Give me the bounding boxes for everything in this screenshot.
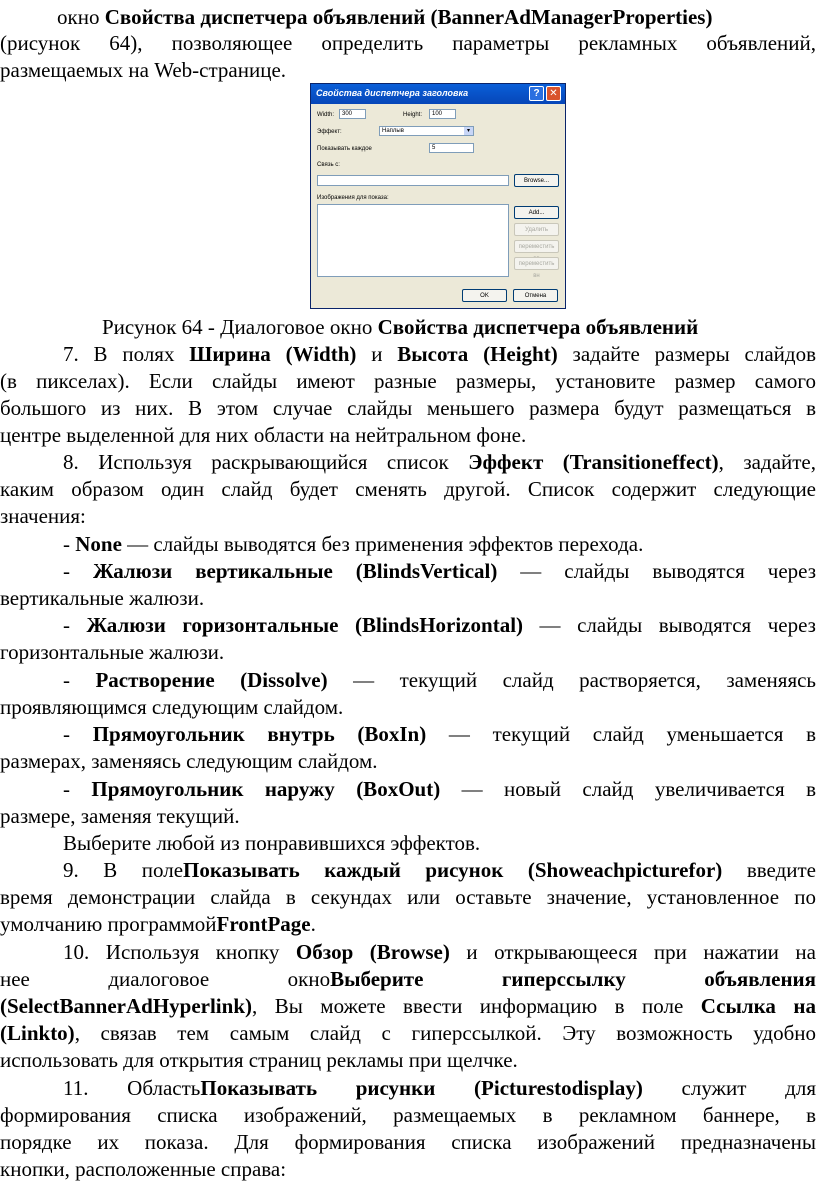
text-line: большого из них. В этом случае слайды меньшего размера будут размещаться в bbox=[0, 396, 816, 420]
height-field[interactable]: 100 bbox=[429, 109, 456, 119]
add-button[interactable]: Add... bbox=[514, 206, 559, 219]
text-line: (SelectBannerAdHyperlink), Вы можете ввести информацию в поле Ссылка на bbox=[0, 994, 816, 1018]
text-line: - Прямоугольник внутрь (BoxIn) — текущий слайд уменьшается в bbox=[63, 722, 816, 746]
dialog-titlebar bbox=[311, 84, 565, 104]
text-line: Выберите любой из понравившихся эффектов. bbox=[63, 831, 481, 855]
text-line: 9. В полеПоказывать каждый рисунок (Showeachpicturefor) введите bbox=[63, 858, 816, 882]
figure-caption: Рисунок 64 - Диалоговое окно Свойства диспетчера объявлений bbox=[102, 315, 699, 339]
text-line: порядке их показа. Для формирования списка изображений предназначены bbox=[0, 1130, 816, 1154]
text-line: (Linkto), связав тем самым слайд с гиперссылкой. Эту возможность удобно bbox=[0, 1021, 816, 1045]
text-line: время демонстрации слайда в секундах или оставьте значение, установленное по bbox=[0, 885, 816, 909]
pictures-label: Изображения для показа: bbox=[317, 195, 389, 201]
remove-button[interactable]: Удалить bbox=[514, 223, 559, 236]
text-line: - None — слайды выводятся без применения эффектов перехода. bbox=[63, 532, 644, 556]
close-button[interactable]: ✕ bbox=[546, 86, 561, 101]
width-label: Width: bbox=[317, 112, 335, 118]
text-line: кнопки, расположенные справа: bbox=[0, 1157, 287, 1181]
text-line: размещаемых на Web-странице. bbox=[0, 58, 287, 82]
text-line: значения: bbox=[0, 504, 86, 528]
move-down-button[interactable]: переместить вн bbox=[514, 257, 559, 270]
text-line: формирования списка изображений, размещаемых в рекламном баннере, в bbox=[0, 1103, 816, 1127]
text-line: умолчанию программойFrontPage. bbox=[0, 912, 316, 936]
text-line: 7. В полях Ширина (Width) и Высота (Height) задайте размеры слайдов bbox=[63, 342, 816, 366]
text-line: - Растворение (Dissolve) — текущий слайд растворяется, заменяясь bbox=[63, 668, 816, 692]
properties-dialog bbox=[310, 83, 566, 309]
pictures-list[interactable] bbox=[317, 204, 509, 277]
cancel-button[interactable]: Отмена bbox=[513, 289, 558, 302]
show-each-field[interactable]: 5 bbox=[429, 143, 474, 153]
text-line: размере, заменяя текущий. bbox=[0, 804, 240, 828]
effect-label: Эффект: bbox=[317, 129, 342, 135]
text-line: вертикальные жалюзи. bbox=[0, 586, 205, 610]
effect-value: Наплыв bbox=[382, 128, 404, 134]
browse-button[interactable]: Browse... bbox=[514, 174, 559, 187]
text-line: размерах, заменяясь следующим слайдом. bbox=[0, 749, 378, 773]
text-line: - Жалюзи вертикальные (BlindsVertical) — слайды выводятся через bbox=[63, 559, 816, 583]
text-line: - Жалюзи горизонтальные (BlindsHorizontal) — слайды выводятся через bbox=[63, 613, 816, 637]
link-field[interactable] bbox=[317, 175, 509, 186]
move-up-button[interactable]: переместить bbox=[514, 240, 559, 253]
text-line: (в пикселах). Если слайды имеют разные размеры, установите размер самого bbox=[0, 369, 816, 393]
chevron-down-icon: ▾ bbox=[464, 127, 473, 135]
ok-button[interactable]: OK bbox=[462, 289, 507, 302]
text-line: окно Свойства диспетчера объявлений (BannerAdManagerProperties) bbox=[57, 5, 713, 29]
text-line: использовать для открытия страниц рекламы при щелчке. bbox=[0, 1048, 518, 1072]
height-label: Height: bbox=[403, 112, 423, 118]
text-line: проявляющимся следующим слайдом. bbox=[0, 695, 344, 719]
text-line: нее диалоговое окноВыберите гиперссылку объявления bbox=[0, 967, 816, 991]
dialog-title: Свойства диспетчера заголовка bbox=[316, 88, 469, 98]
text-line: 10. Используя кнопку Обзор (Browse) и открывающееся при нажатии на bbox=[63, 940, 816, 964]
text-line: горизонтальные жалюзи. bbox=[0, 640, 225, 664]
effect-dropdown[interactable] bbox=[379, 126, 474, 136]
width-field[interactable]: 300 bbox=[339, 109, 366, 119]
text-line: 11. ОбластьПоказывать рисунки (Picturestodisplay) служит для bbox=[63, 1076, 816, 1100]
text-line: - Прямоугольник наружу (BoxOut) — новый слайд увеличивается в bbox=[63, 777, 816, 801]
show-each-label: Показывать каждое bbox=[317, 146, 372, 152]
text-line: каким образом один слайд будет сменять другой. Список содержит следующие bbox=[0, 477, 816, 501]
text-line: центре выделенной для них области на нейтральном фоне. bbox=[0, 423, 527, 447]
link-label: Связь с: bbox=[317, 162, 340, 168]
text-line: (рисунок 64), позволяющее определить параметры рекламных объявлений, bbox=[0, 31, 816, 55]
help-button[interactable]: ? bbox=[529, 86, 544, 101]
text-line: 8. Используя раскрывающийся список Эффект (Transitioneffect), задайте, bbox=[63, 450, 816, 474]
